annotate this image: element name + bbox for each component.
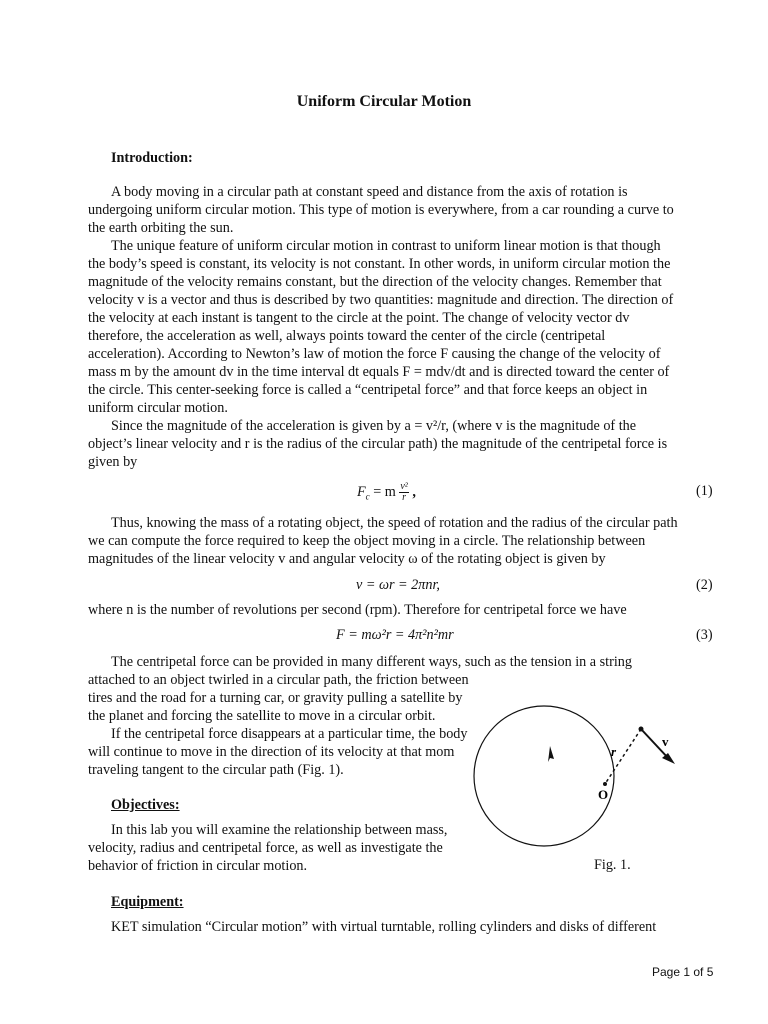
paragraph-revolutions: where n is the number of revolutions per second (rpm). Therefore for centripetal force we have xyxy=(88,602,627,618)
text-line: tires and the road for a turning car, or gravity pulling a satellite by xyxy=(88,690,463,706)
text-line: the body’s speed is constant, its velocity is not constant. In other words, in uniform circular motion the xyxy=(88,256,671,272)
figure-label-v: v xyxy=(662,734,669,749)
center-arrow-mark xyxy=(548,746,554,762)
text-line: The centripetal force can be provided in many different ways, such as the tension in a string xyxy=(111,654,632,670)
equation-2-number: (2) xyxy=(696,577,713,593)
objectives-heading: Objectives: xyxy=(111,797,180,813)
figure-1-caption: Fig. 1. xyxy=(594,857,631,873)
text-line: A body moving in a circular path at constant speed and distance from the axis of rotation is xyxy=(111,184,628,200)
text-line: the velocity at each instant is tangent to the circle at the point. The change of velocity vector dv xyxy=(88,310,630,326)
text-line: attached to an object twirled in a circular path, the friction between xyxy=(88,672,469,688)
center-point xyxy=(603,782,607,786)
text-line: the earth orbiting the sun. xyxy=(88,220,234,236)
equation-3: F = mω²r = 4π²n²mr xyxy=(336,627,454,643)
text-line: mass m by the amount dv in the time interval dt equals F = mdv/dt and is directed toward the center of xyxy=(88,364,670,380)
text-line: uniform circular motion. xyxy=(88,400,228,416)
equation-1: $F_c = m$ $\frac{\text{v²}}{r}$ , xyxy=(357,481,416,503)
equation-2: v = ωr = 2πnr, xyxy=(356,577,440,593)
text-line: In this lab you will examine the relationship between mass, xyxy=(111,822,448,838)
figure-label-r: r xyxy=(611,744,617,759)
text-line: velocity v is a vector and thus is described by two quantities: magnitude and direction. The direction of xyxy=(88,292,674,308)
text-line: undergoing uniform circular motion. This type of motion is everywhere, from a car rounding a curve to xyxy=(88,202,674,218)
introduction-heading: Introduction: xyxy=(111,150,193,166)
text-line: therefore, the acceleration as well, always points toward the center of the circle (centripetal xyxy=(88,328,606,344)
text-line: The unique feature of uniform circular motion in contrast to uniform linear motion is that though xyxy=(111,238,661,254)
text-line: the planet and forcing the satellite to move in a circular orbit. xyxy=(88,708,436,724)
text-line: the circle. This center-seeking force is called a “centripetal force” and that force keeps an object in xyxy=(88,382,648,398)
equipment-heading: Equipment: xyxy=(111,894,184,910)
text-line: Since the magnitude of the acceleration is given by a = v²/r, (where v is the magnitude of the xyxy=(111,418,637,434)
text-line: velocity, radius and centripetal force, as well as investigate the xyxy=(88,840,443,856)
text-line: given by xyxy=(88,454,138,470)
text-line: traveling tangent to the circular path (Fig. 1). xyxy=(88,762,344,778)
text-line: behavior of friction in circular motion. xyxy=(88,858,308,874)
text-line: object’s linear velocity and r is the radius of the circular path) the magnitude of the centripetal force is xyxy=(88,436,668,452)
equation-1-number: (1) xyxy=(696,483,713,499)
equation-3-number: (3) xyxy=(696,627,713,643)
text-line: we can compute the force required to keep the object moving in a circle. The relationship between xyxy=(88,533,646,549)
text-line: Thus, knowing the mass of a rotating object, the speed of rotation and the radius of the circular path xyxy=(111,515,678,531)
text-line: will continue to move in the direction of its velocity at that mom xyxy=(88,744,455,760)
equipment-text: KET simulation “Circular motion” with virtual turntable, rolling cylinders and disks of different xyxy=(111,919,657,935)
text-line: magnitudes of the linear velocity v and angular velocity ω of the rotating object is given by xyxy=(88,551,606,567)
document-title: Uniform Circular Motion xyxy=(296,93,472,110)
equation-1-fraction: $\frac{\text{v²}}{r}$ xyxy=(400,481,408,503)
text-line: acceleration). According to Newton’s law of motion the force F causing the change of the velocity of xyxy=(88,346,661,362)
text-line: If the centripetal force disappears at a particular time, the body xyxy=(111,726,468,742)
text-line: magnitude of the velocity remains constant, but the direction of the velocity changes. Remember that xyxy=(88,274,662,290)
figure-label-o: O xyxy=(598,787,609,802)
page-number-footer: Page 1 of 5 xyxy=(652,965,714,979)
